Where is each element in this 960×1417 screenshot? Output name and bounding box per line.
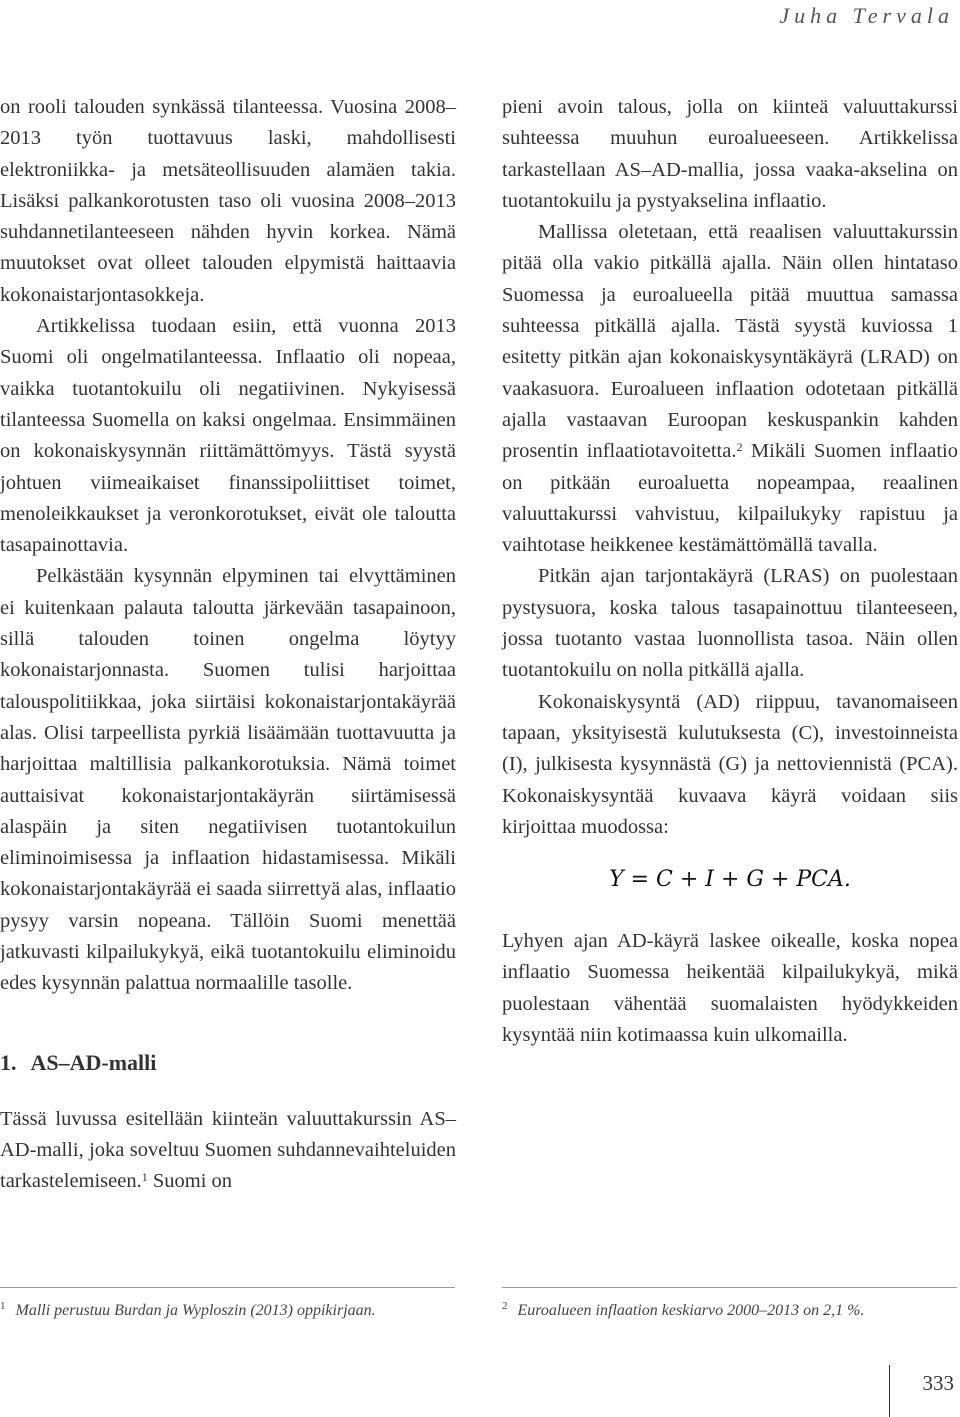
footnote-reference[interactable]: 2 xyxy=(736,440,743,455)
paragraph-text: Mallissa oletetaan, että reaalisen valuuttakurssin pitää olla vakio pitkällä ajalla. Näin ollen hintataso Suomessa ja euroalueella pitää muuttua samassa suhteessa pitkällä ajalla. Tästä syystä kuviossa 1 esitetty pitkän ajan kokonaiskysyntäkäyrä (LRAD) on vaakasuora. Euroalueen inflaation odotetaan pitkällä ajalla vastaavan Euroopan keskuspankin kahden prosentin inflaatiotavoitetta. xyxy=(502,221,958,463)
footnote-text: Euroalueen inflaation keskiarvo 2000–2013 on 2,1 %. xyxy=(517,1302,865,1319)
page-number: 333 xyxy=(922,1371,954,1395)
paragraph: Lyhyen ajan AD-käyrä laskee oikealle, koska nopea inflaatio Suomessa heikentää kilpailukykyä, mikä puolestaan vähentää suomalaisten hyödykkeiden kysyntää niin kotimaassa kuin ulkomailla. xyxy=(502,930,958,1047)
footnote-mark: 1 xyxy=(0,1300,6,1312)
paragraph: Pitkän ajan tarjontakäyrä (LRAS) on puolestaan pystysuora, koska talous tasapainottuu tilanteeseen, jossa tuotanto vastaa luonnollista tasoa. Näin ollen tuotantokuilu on nolla pitkällä ajalla. xyxy=(502,565,958,682)
paragraph: Kokonaiskysyntä (AD) riippuu, tavanomaiseen tapaan, yksityisestä kulutuksesta (C), investoinneista (I), julkisesta kysynnästä (G) ja nettoviennistä (PCA). Kokonaiskysyntää kuvaava käyrä voidaan siis kirjoittaa muodossa: xyxy=(502,690,958,838)
paragraph: pieni avoin talous, jolla on kiinteä valuuttakurssi suhteessa muuhun euroalueeseen. Artikkelissa tarkastellaan AS–AD-mallia, jossa vaaka-akselina on tuotantokuilu ja pystyakselina inflaatio. xyxy=(502,96,958,212)
paragraph-text: Tässä luvussa esitellään kiinteän valuuttakurssin AS–AD-malli, joka soveltuu Suomen suhdannevaihteluiden tarkastelemiseen. xyxy=(0,1107,456,1193)
paragraph-text: Mikäli Suomen inflaatio on pitkään euroaluetta nopeampaa, reaalinen valuuttakurssi vahvistuu, kilpailukyky rapistuu ja vaihtotase heikkenee kestämättömällä tavalla. xyxy=(502,440,958,557)
paragraph: Pelkästään kysynnän elpyminen tai elvyttäminen ei kuitenkaan palauta taloutta järkevään tasapainoon, sillä talouden toinen ongelma löytyy kokonaistarjonnasta. Suomen tulisi harjoittaa talouspolitiikkaa, joka siirtäisi kokonaistarjontakäyrää alas. Olisi tarpeellista pyrkiä lisäämään tuottavuutta ja harjoittaa maltillisia palkankorotuksia. Nämä toimet auttaisivat kokonaistarjontakäyrän siirtämisessä alaspäin ja siten negatiivisen tuotantokuilun eliminoimisessa ja inflaation hidastamisessa. Mikäli kokonaistarjontakäyrää ei saada siirrettyä alas, inflaatio pysyy varsin nopeana. Tällöin Suomi menettää jatkuvasti kilpailukykyä, eikä tuotantokuilu eliminoidu edes kysynnän palattua normaalille tasolle. xyxy=(0,565,456,995)
section-number: 1. xyxy=(0,1049,17,1075)
footnote-2 xyxy=(502,1295,958,1322)
paragraph xyxy=(502,217,958,561)
footnote-1 xyxy=(0,1295,456,1322)
paragraph-text: Suomi on xyxy=(147,1170,233,1193)
running-head-author: Juha Tervala xyxy=(779,3,954,28)
footnote-reference[interactable]: 1 xyxy=(141,1170,148,1185)
paragraph: Artikkelissa tuodaan esiin, että vuonna 2013 Suomi oli ongelmatilanteessa. Inflaatio oli nopeaa, vaikka tuotantokuilu oli negatiivinen. Nykyisessä tilanteessa Suomella on kaksi ongelmaa. Ensimmäinen on kokonaiskysynnän riittämättömyys. Tästä syystä johtuen viimeaikaiset finanssipoliittiset toimet, menoleikkaukset ja veronkorotukset, eivät ole taloutta tasapainottavia. xyxy=(0,315,456,557)
footnote-divider xyxy=(502,1287,957,1288)
paragraph: on rooli talouden synkässä tilanteessa. Vuosina 2008–2013 työn tuottavuus laski, mahdollisesti elektroniikka- ja metsäteollisuuden alamäen takia. Lisäksi palkankorotusten taso oli vuosina 2008–2013 suhdannetilanteeseen nähden hyvin korkea. Nämä muutokset ovat olleet talouden elpymistä haittaavia kokonaistarjontasokkeja. xyxy=(0,96,456,306)
section-heading xyxy=(0,1050,456,1076)
equation: Y = C + I + G + PCA. xyxy=(609,867,851,893)
paragraph xyxy=(0,1104,456,1198)
page-number-divider xyxy=(889,1365,890,1417)
footnote-divider xyxy=(0,1287,455,1288)
footnote-text: Malli perustuu Burdan ja Wyploszin (2013) oppikirjaan. xyxy=(15,1302,376,1319)
left-column xyxy=(0,92,456,1198)
footnote-mark: 2 xyxy=(502,1300,508,1312)
right-column xyxy=(502,92,958,1051)
section-title: AS–AD-malli xyxy=(30,1049,157,1075)
